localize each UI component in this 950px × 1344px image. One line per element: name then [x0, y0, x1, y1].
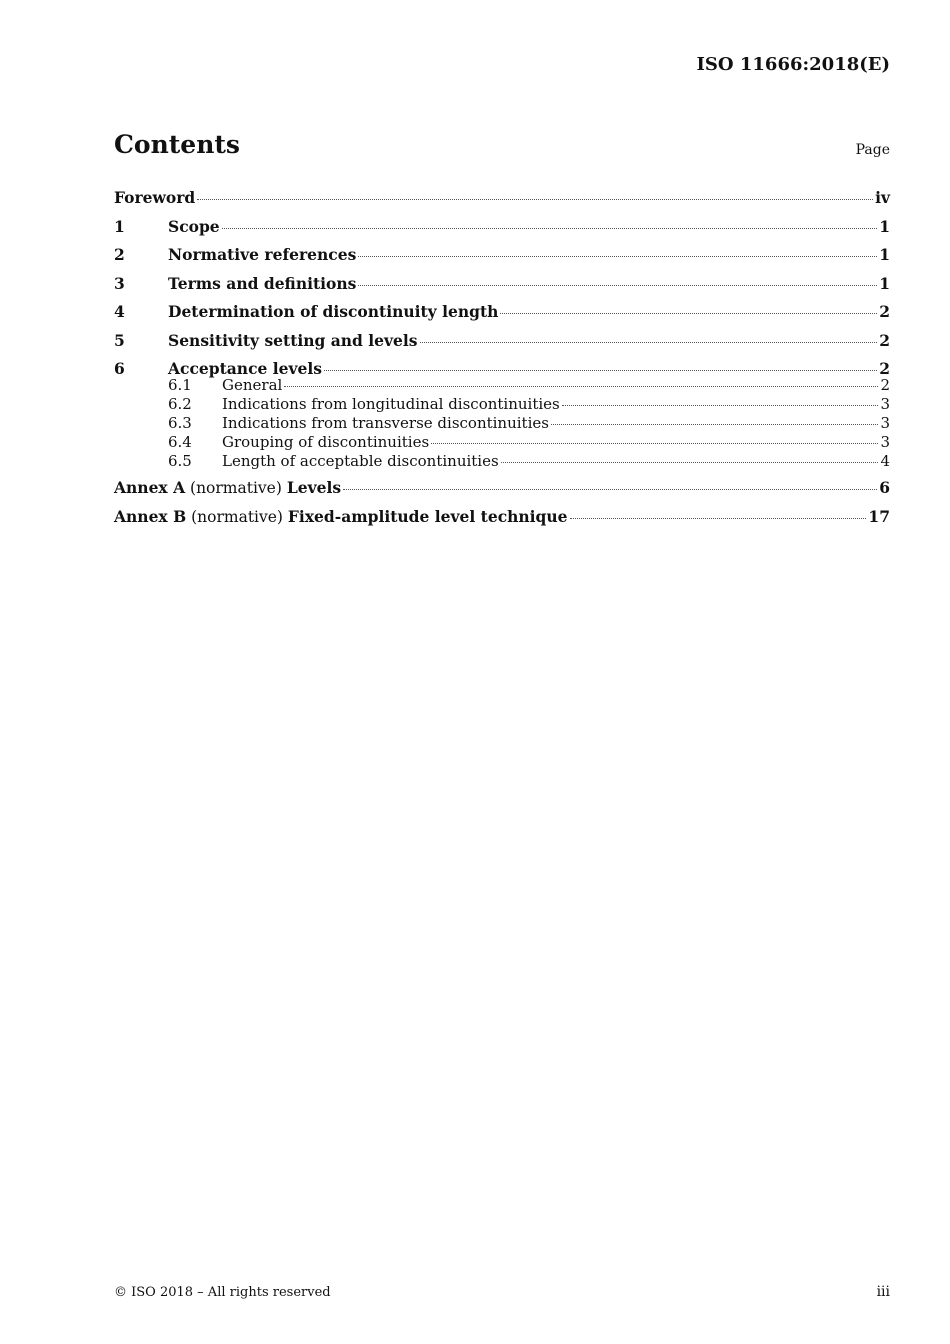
toc-subentry-longitudinal[interactable] — [114, 395, 890, 414]
toc-subentry-title: Indications from longitudinal discontinuities — [222, 394, 560, 413]
table-of-contents — [114, 184, 890, 531]
toc-entry-number: 5 — [114, 330, 125, 350]
toc-annex-label: Annex A — [114, 478, 186, 498]
toc-subentry-page: 3 — [880, 413, 890, 432]
toc-entry-number: 6 — [114, 359, 125, 378]
toc-subentry-number: 6.2 — [168, 394, 192, 413]
toc-entry-title: Sensitivity setting and levels — [168, 330, 418, 350]
contents-title: Contents — [114, 130, 241, 159]
toc-entry-page: 1 — [879, 273, 890, 293]
toc-annex-type: (normative) — [191, 507, 283, 526]
toc-subentry-number: 6.5 — [168, 452, 192, 471]
dot-leader — [197, 199, 873, 200]
footer-copyright: © ISO 2018 – All rights reserved — [114, 1285, 331, 1300]
dot-leader — [500, 313, 877, 314]
toc-subentry-grouping[interactable] — [114, 433, 890, 452]
toc-subentry-page: 3 — [880, 433, 890, 452]
toc-annex-type: (normative) — [190, 479, 282, 498]
dot-leader — [570, 518, 867, 519]
toc-subentry-page: 3 — [880, 394, 890, 413]
toc-entry-page: 2 — [879, 302, 890, 321]
dot-leader — [358, 285, 877, 286]
toc-annex-page: 6 — [879, 478, 890, 498]
toc-entry-scope[interactable] — [114, 213, 890, 242]
toc-subentry-transverse[interactable] — [114, 414, 890, 433]
dot-leader — [358, 256, 877, 257]
toc-subentry-number: 6.4 — [168, 433, 192, 452]
toc-entry-page: 2 — [879, 330, 890, 350]
toc-entry-page: 1 — [879, 245, 890, 264]
toc-subentry-number: 6.1 — [168, 375, 192, 394]
toc-subentry-page: 2 — [880, 375, 890, 394]
toc-entry-page: 2 — [879, 359, 890, 378]
toc-annex-a[interactable] — [114, 474, 890, 503]
footer-page-number: iii — [876, 1284, 890, 1300]
dot-leader — [284, 386, 878, 387]
toc-subentry-title: General — [222, 375, 283, 394]
toc-entry-number: 4 — [114, 302, 125, 321]
page-column-label: Page — [855, 142, 890, 158]
toc-entry-number: 2 — [114, 245, 125, 264]
toc-entry-title: Determination of discontinuity length — [168, 302, 499, 321]
toc-entry-normative-references[interactable] — [114, 241, 890, 270]
document-id: ISO 11666:2018(E) — [696, 54, 890, 75]
toc-annex-label: Annex B — [114, 506, 187, 526]
dot-leader — [324, 370, 877, 371]
dot-leader — [501, 462, 879, 463]
toc-entry-title: Acceptance levels — [168, 359, 323, 378]
toc-entry-number: 3 — [114, 273, 125, 293]
toc-entry-title: Scope — [168, 216, 220, 236]
toc-entry-title: Terms and definitions — [168, 273, 357, 293]
dot-leader — [551, 424, 879, 425]
toc-entry-page: iv — [875, 188, 890, 207]
toc-annex-title: Levels — [286, 478, 342, 498]
toc-subentry-page: 4 — [880, 452, 890, 471]
toc-subentry-length[interactable] — [114, 452, 890, 471]
toc-subentry-general[interactable] — [114, 376, 890, 395]
dot-leader — [222, 228, 878, 229]
toc-entry-sensitivity[interactable] — [114, 327, 890, 356]
dot-leader — [562, 405, 879, 406]
toc-annex-title: Fixed-amplitude level technique — [287, 506, 568, 526]
toc-subentry-title: Indications from transverse discontinuities — [222, 413, 549, 432]
toc-subentry-title: Grouping of discontinuities — [222, 433, 430, 452]
toc-entry-determination[interactable] — [114, 298, 890, 327]
toc-annex-page: 17 — [868, 506, 890, 526]
dot-leader — [343, 489, 877, 490]
dot-leader — [420, 342, 878, 343]
toc-subentry-title: Length of acceptable discontinuities — [222, 452, 499, 471]
toc-entry-title: Foreword — [114, 188, 196, 207]
toc-entry-number: 1 — [114, 216, 125, 236]
toc-subentry-number: 6.3 — [168, 413, 192, 432]
dot-leader — [431, 443, 878, 444]
toc-entry-terms-and-definitions[interactable] — [114, 270, 890, 299]
toc-entry-title: Normative references — [168, 245, 357, 264]
toc-entry-foreword[interactable] — [114, 184, 890, 213]
toc-annex-b[interactable] — [114, 503, 890, 532]
toc-entry-page: 1 — [879, 216, 890, 236]
